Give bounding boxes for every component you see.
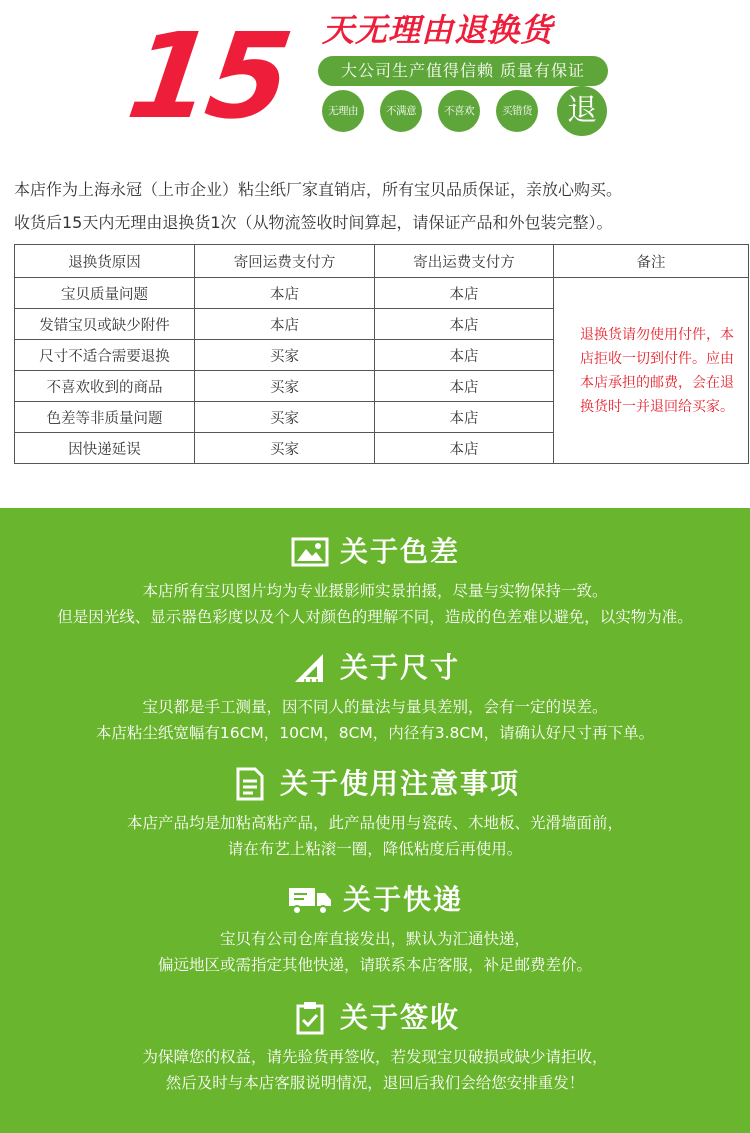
notice-line: 本店所有宝贝图片均为专业摄影师实景拍摄，尽量与实物保持一致。 xyxy=(142,582,608,600)
table-cell: 买家 xyxy=(195,402,375,433)
table-cell: 宝贝质量问题 xyxy=(15,278,195,309)
banner-slogan: 大公司生产值得信赖 质量有保证 xyxy=(318,56,608,86)
table-cell: 色差等非质量问题 xyxy=(15,402,195,433)
table-header-row xyxy=(15,245,749,278)
table-cell: 尺寸不适合需要退换 xyxy=(15,340,195,371)
notice-color-difference xyxy=(0,532,750,630)
notice-line: 但是因光线、显示器色彩度以及个人对颜色的理解不同，造成的色差难以避免，以实物为准。 xyxy=(57,608,693,626)
reason-badge: 不喜欢 xyxy=(438,90,480,132)
notice-title: 关于尺寸 xyxy=(339,651,460,684)
table-cell: 本店 xyxy=(375,371,554,402)
notice-line: 偏远地区或需指定其他快递，请联系本店客服，补足邮费差价。 xyxy=(157,956,592,974)
reason-badge: 不满意 xyxy=(380,90,422,132)
notice-line: 为保障您的权益，请先验货再签收，若发现宝贝破损或缺少请拒收， xyxy=(142,1048,608,1066)
document-icon xyxy=(230,766,270,802)
intro-line: 本店作为上海永冠（上市企业）粘尘纸厂家直销店，所有宝贝品质保证，亲放心购买。 xyxy=(14,180,623,199)
banner-headline: 天无理由退换货 xyxy=(322,11,554,49)
notice-heading xyxy=(0,764,750,804)
column-header: 寄出运费支付方 xyxy=(375,245,554,278)
ruler-triangle-icon xyxy=(290,650,330,686)
table-cell: 本店 xyxy=(195,278,375,309)
notice-heading xyxy=(0,880,750,920)
table-cell: 本店 xyxy=(195,309,375,340)
notice-body xyxy=(0,578,750,630)
notice-line: 本店产品均是加粘高粘产品，此产品使用与瓷砖、木地板、光滑墙面前， xyxy=(126,814,623,832)
reason-badge: 买错货 xyxy=(496,90,538,132)
notice-title: 关于色差 xyxy=(339,535,460,568)
notice-body xyxy=(0,694,750,746)
table-cell: 本店 xyxy=(375,402,554,433)
table-cell: 因快递延误 xyxy=(15,433,195,464)
return-policy-banner xyxy=(0,0,750,150)
reason-badge: 无理由 xyxy=(322,90,364,132)
fifteen-number: 15 xyxy=(120,7,296,145)
notice-usage xyxy=(0,764,750,862)
notice-title: 关于使用注意事项 xyxy=(279,767,520,800)
notice-line: 然后及时与本店客服说明情况，退回后我们会给您安排重发！ xyxy=(165,1074,585,1092)
column-header: 备注 xyxy=(554,245,749,278)
notice-line: 本店粘尘纸宽幅有16CM，10CM，8CM，内径有3.8CM，请确认好尺寸再下单。 xyxy=(95,724,655,742)
notice-heading xyxy=(0,998,750,1038)
table-cell: 不喜欢收到的商品 xyxy=(15,371,195,402)
table-cell: 本店 xyxy=(375,309,554,340)
table-cell: 本店 xyxy=(375,433,554,464)
notice-size xyxy=(0,648,750,746)
intro-line: 收货后15天内无理由退换货1次（从物流签收时间算起，请保证产品和外包装完整）。 xyxy=(14,213,613,232)
notice-heading xyxy=(0,648,750,688)
notice-title: 关于快递 xyxy=(342,883,463,916)
delivery-truck-icon xyxy=(287,882,333,918)
table-cell: 买家 xyxy=(195,433,375,464)
return-circle-badge: 退 xyxy=(557,86,607,136)
notice-body xyxy=(0,926,750,978)
store-intro xyxy=(14,173,744,239)
notice-panel xyxy=(0,508,750,1133)
notice-body xyxy=(0,810,750,862)
notice-line: 宝贝都是手工测量，因不同人的量法与量具差别，会有一定的误差。 xyxy=(142,698,608,716)
notice-delivery xyxy=(0,880,750,978)
notice-line: 宝贝有公司仓库直接发出，默认为汇通快递， xyxy=(219,930,530,948)
column-header: 寄回运费支付方 xyxy=(195,245,375,278)
image-icon xyxy=(290,534,330,570)
notice-line: 请在布艺上粘滚一圈，降低粘度后再使用。 xyxy=(227,840,523,858)
remark-cell: 退换货请勿使用付件，本店拒收一切到付件。应由本店承担的邮费，会在退换货时一并退回给买家。 xyxy=(554,278,749,464)
table-cell: 本店 xyxy=(375,340,554,371)
table-cell: 本店 xyxy=(375,278,554,309)
reason-badges xyxy=(322,90,538,132)
notice-body xyxy=(0,1044,750,1096)
table-cell: 发错宝贝或缺少附件 xyxy=(15,309,195,340)
table-cell: 买家 xyxy=(195,371,375,402)
table-cell: 买家 xyxy=(195,340,375,371)
notice-title: 关于签收 xyxy=(339,1001,460,1034)
clipboard-check-icon xyxy=(290,1000,330,1036)
return-policy-table xyxy=(14,244,749,464)
column-header: 退换货原因 xyxy=(15,245,195,278)
notice-sign-receipt xyxy=(0,998,750,1096)
table-row xyxy=(15,278,749,309)
notice-heading xyxy=(0,532,750,572)
